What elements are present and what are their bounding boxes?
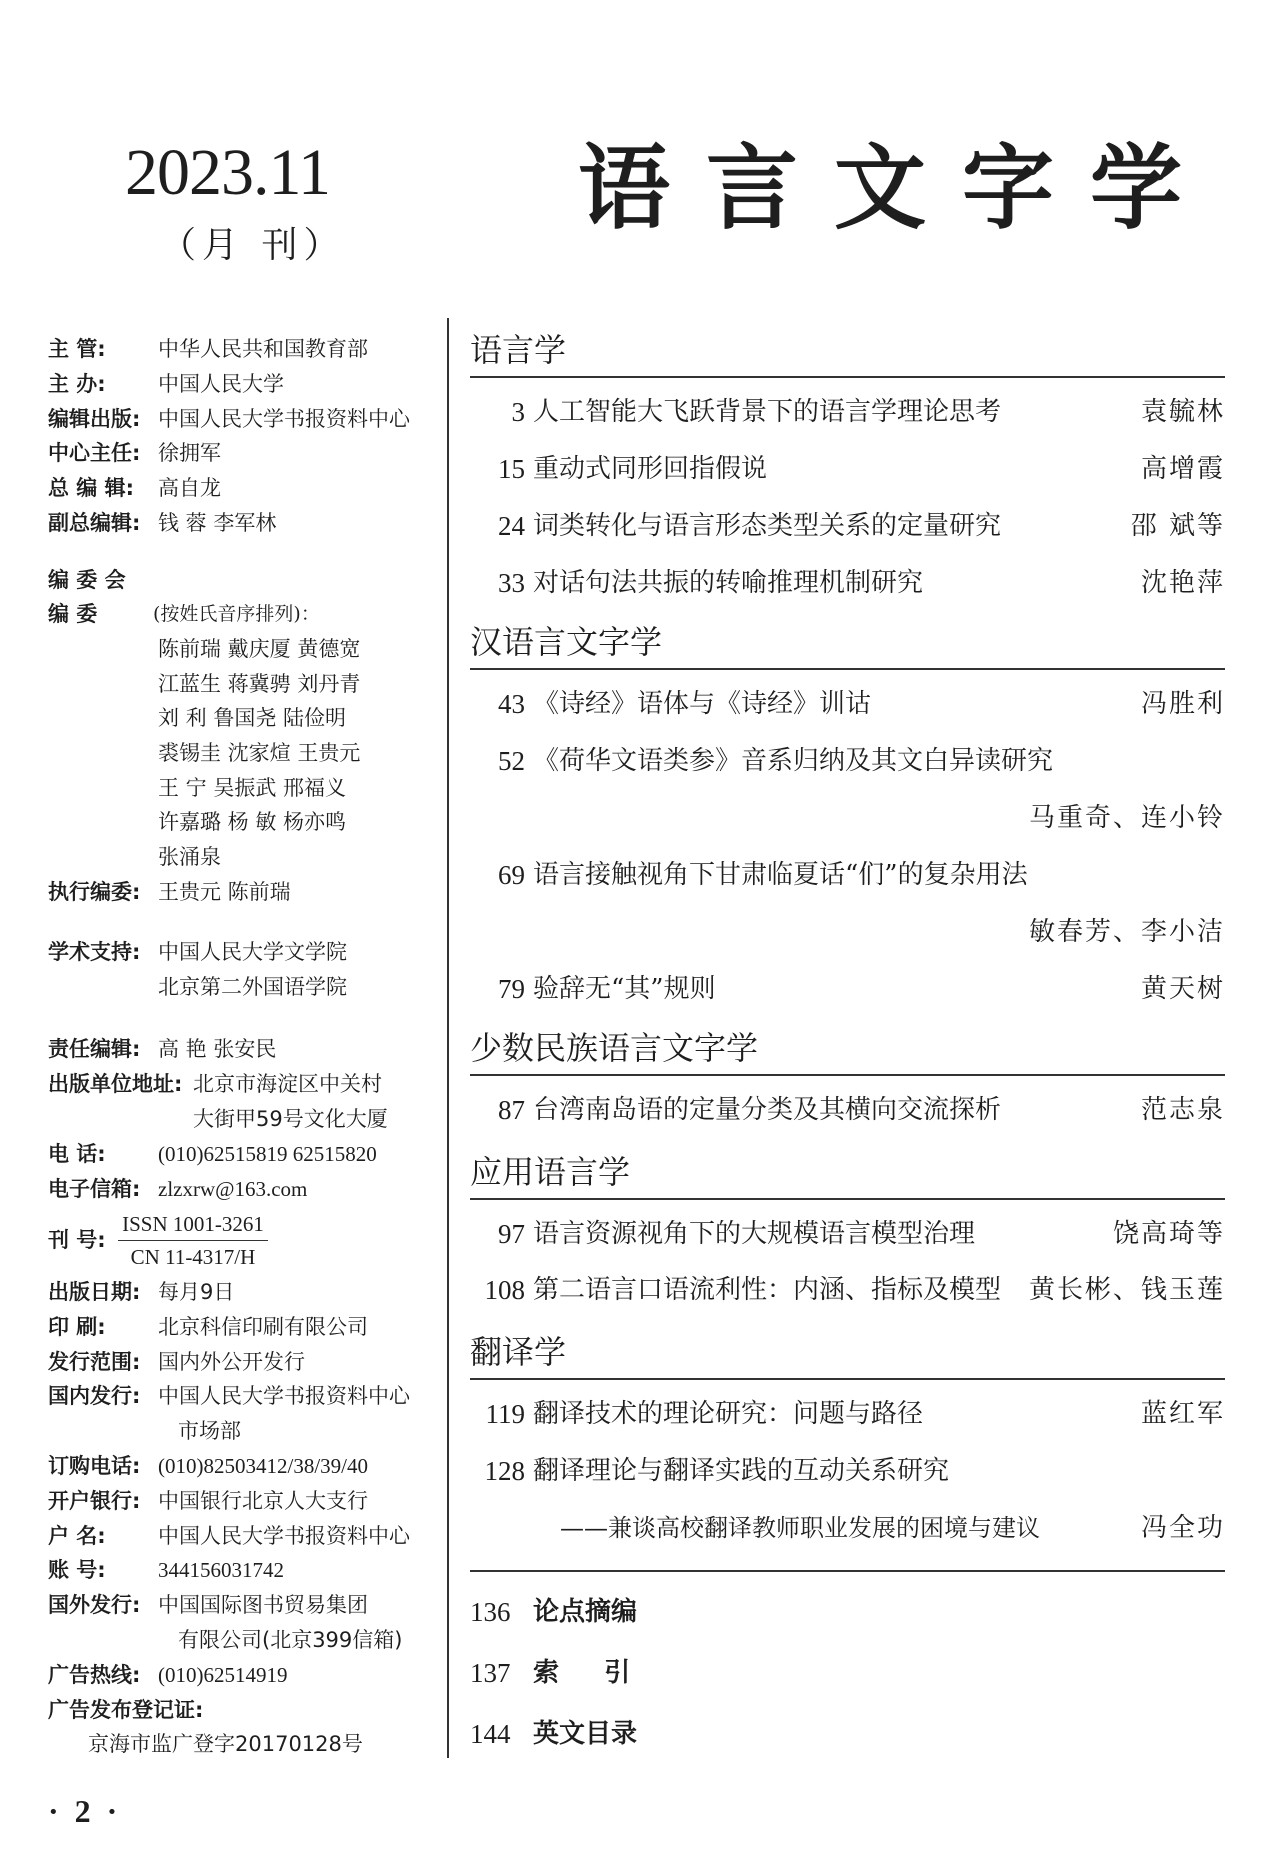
- ad-hotline-label: 广告热线:: [48, 1663, 141, 1687]
- entry-title: 索 引: [533, 1658, 631, 1688]
- entry-author: 黄天树: [1140, 974, 1225, 1004]
- pub-date-value: 每月9日: [158, 1280, 235, 1304]
- member-line: 裘锡圭 沈家煊 王贵元: [158, 741, 361, 765]
- page-number: · 2 ·: [48, 1793, 122, 1829]
- entry-title: 对话句法共振的转喻推理机制研究: [533, 568, 924, 598]
- ad-reg-label: 广告发布登记证:: [48, 1698, 204, 1722]
- member-line: 江蓝生 蒋冀骋 刘丹青: [158, 672, 361, 696]
- printer-label: 印 刷:: [48, 1315, 106, 1339]
- section-heading: 少数民族语言文字学: [470, 1026, 1225, 1076]
- member-line: 刘 利 鲁国尧 陆俭明: [158, 706, 347, 730]
- chief-editor-value: 高自龙: [158, 476, 221, 500]
- section-heading: 汉语言文字学: [470, 620, 1225, 670]
- editor-publisher-label: 编辑出版:: [48, 407, 141, 431]
- entry-title: 语言资源视角下的大规模语言模型治理: [533, 1219, 976, 1249]
- printer-value: 北京科信印刷有限公司: [158, 1315, 368, 1339]
- entry-author: 敏春芳、李小洁: [1028, 917, 1225, 947]
- director-label: 中心主任:: [48, 441, 141, 465]
- director-value: 徐拥军: [158, 441, 221, 465]
- issn-value: ISSN 1001-3261: [122, 1212, 264, 1236]
- journal-no-label: 刊 号:: [48, 1228, 106, 1252]
- bank-value: 中国银行北京人大支行: [158, 1489, 368, 1513]
- entry-title: 语言接触视角下甘肃临夏话“们”的复杂用法: [533, 860, 1028, 890]
- editor-publisher-value: 中国人民大学书报资料中心: [158, 407, 410, 431]
- overseas-value: 中国国际图书贸易集团: [158, 1593, 368, 1617]
- issue-number: 2023.11: [125, 136, 331, 209]
- entry-title: 词类转化与语言形态类型关系的定量研究: [533, 511, 1002, 541]
- entry-page: 79: [498, 974, 525, 1004]
- entry-page: 52: [498, 746, 525, 776]
- publication-frequency: （月 刊）: [160, 225, 346, 266]
- members-label: 编 委: [48, 602, 98, 626]
- entry-page: 97: [498, 1219, 525, 1249]
- order-phone-label: 订购电话:: [48, 1454, 141, 1478]
- entry-author: 马重奇、连小铃: [1028, 803, 1225, 833]
- overseas-value: 有限公司(北京399信箱): [178, 1628, 403, 1652]
- entry-page: 43: [498, 689, 525, 719]
- account-no-value: 344156031742: [158, 1558, 284, 1582]
- entry-title: 验辞无“其”规则: [533, 974, 716, 1004]
- supervisor-label: 主 管:: [48, 337, 106, 361]
- member-line: 许嘉璐 杨 敏 杨亦鸣: [158, 810, 347, 834]
- section-heading: 应用语言学: [470, 1150, 1225, 1200]
- domestic-value: 市场部: [178, 1419, 241, 1443]
- ad-reg-value: 京海市监广登字20170128号: [88, 1732, 363, 1756]
- fraction-line: [118, 1240, 268, 1241]
- entry-subtitle: ——兼谈高校翻译教师职业发展的困境与建议: [560, 1514, 1040, 1542]
- entry-page: 33: [498, 568, 525, 598]
- address-value: 北京市海淀区中关村: [193, 1072, 382, 1096]
- entry-author: 袁毓林: [1140, 397, 1225, 427]
- account-no-label: 账 号:: [48, 1558, 106, 1582]
- entry-title: 台湾南岛语的定量分类及其横向交流探析: [533, 1095, 1002, 1125]
- deputy-value: 钱 蓉 李军林: [158, 511, 277, 535]
- address-value: 大街甲59号文化大厦: [193, 1107, 388, 1131]
- entry-page: 87: [498, 1095, 525, 1125]
- sponsor-value: 中国人民大学: [158, 372, 284, 396]
- pub-date-label: 出版日期:: [48, 1280, 141, 1304]
- cn-value: CN 11-4317/H: [130, 1245, 256, 1269]
- entry-author: 冯胜利: [1140, 689, 1225, 719]
- entry-page: 108: [484, 1275, 525, 1305]
- member-line: 陈前瑞 戴庆厦 黄德宽: [158, 637, 361, 661]
- entry-title: 人工智能大飞跃背景下的语言学理论思考: [533, 397, 1002, 427]
- chief-editor-label: 总 编 辑:: [48, 476, 135, 500]
- issn-cn-block: [118, 1210, 268, 1271]
- ad-hotline-value: (010)62514919: [158, 1663, 288, 1687]
- member-line: 张涌泉: [158, 845, 221, 869]
- resp-editor-value: 高 艳 张安民: [158, 1037, 277, 1061]
- section-heading: 翻译学: [470, 1330, 1225, 1380]
- entry-page: 136: [470, 1597, 511, 1627]
- column-divider: [447, 318, 449, 1758]
- journal-title: 语言文字学: [578, 134, 1219, 242]
- entry-author: 黄长彬、钱玉莲: [1028, 1275, 1225, 1305]
- account-name-value: 中国人民大学书报资料中心: [158, 1524, 410, 1548]
- member-line: 王 宁 吴振武 邢福义: [158, 776, 347, 800]
- entry-title: 翻译技术的理论研究：问题与路径: [533, 1399, 924, 1429]
- entry-title: 重动式同形回指假说: [533, 454, 768, 484]
- back-matter-divider: [470, 1570, 1225, 1572]
- entry-author: 范志泉: [1140, 1095, 1225, 1125]
- entry-page: 15: [498, 454, 525, 484]
- deputy-label: 副总编辑:: [48, 511, 141, 535]
- order-phone-value: (010)82503412/38/39/40: [158, 1454, 368, 1478]
- scope-label: 发行范围:: [48, 1350, 141, 1374]
- support-value: 中国人民大学文学院: [158, 940, 347, 964]
- support-label: 学术支持:: [48, 940, 141, 964]
- resp-editor-label: 责任编辑:: [48, 1037, 141, 1061]
- board-label: 编 委 会: [48, 568, 126, 592]
- entry-title: 《诗经》语体与《诗经》训诂: [533, 689, 872, 719]
- exec-value: 王贵元 陈前瑞: [158, 880, 291, 904]
- entry-title: 《荷华文语类参》音系归纳及其文白异读研究: [533, 746, 1054, 776]
- exec-label: 执行编委:: [48, 880, 141, 904]
- email-value: zlzxrw@163.com: [158, 1177, 308, 1201]
- supervisor-value: 中华人民共和国教育部: [158, 337, 368, 361]
- entry-page: 128: [484, 1456, 525, 1486]
- entry-page: 137: [470, 1658, 511, 1688]
- bank-label: 开户银行:: [48, 1489, 141, 1513]
- section-heading: 语言学: [470, 328, 1225, 378]
- entry-page: 24: [498, 511, 525, 541]
- entry-title: 论点摘编: [533, 1597, 638, 1627]
- domestic-label: 国内发行:: [48, 1384, 141, 1408]
- entry-author: 沈艳萍: [1140, 568, 1225, 598]
- entry-author: 蓝红军: [1140, 1399, 1225, 1429]
- account-name-label: 户 名:: [48, 1524, 106, 1548]
- entry-page: 119: [485, 1399, 525, 1429]
- entry-author: 邵 斌等: [1130, 511, 1225, 541]
- entry-author: 高增霞: [1140, 454, 1225, 484]
- phone-label: 电 话:: [48, 1142, 106, 1166]
- domestic-value: 中国人民大学书报资料中心: [158, 1384, 410, 1408]
- phone-value: (010)62515819 62515820: [158, 1142, 377, 1166]
- members-note: (按姓氏音序排列)：: [153, 603, 320, 625]
- entry-title: 英文目录: [533, 1719, 638, 1749]
- entry-title: 翻译理论与翻译实践的互动关系研究: [533, 1456, 950, 1486]
- entry-page: 3: [511, 397, 525, 427]
- overseas-label: 国外发行:: [48, 1593, 141, 1617]
- entry-page: 69: [498, 860, 525, 890]
- scope-value: 国内外公开发行: [158, 1350, 305, 1374]
- entry-title: 第二语言口语流利性：内涵、指标及模型: [533, 1275, 1002, 1305]
- email-label: 电子信箱:: [48, 1177, 141, 1201]
- entry-page: 144: [470, 1719, 511, 1749]
- address-label: 出版单位地址:: [48, 1072, 183, 1096]
- entry-author: 饶高琦等: [1112, 1219, 1225, 1249]
- support-value: 北京第二外国语学院: [158, 975, 347, 999]
- sponsor-label: 主 办:: [48, 372, 106, 396]
- entry-author: 冯全功: [1140, 1513, 1225, 1543]
